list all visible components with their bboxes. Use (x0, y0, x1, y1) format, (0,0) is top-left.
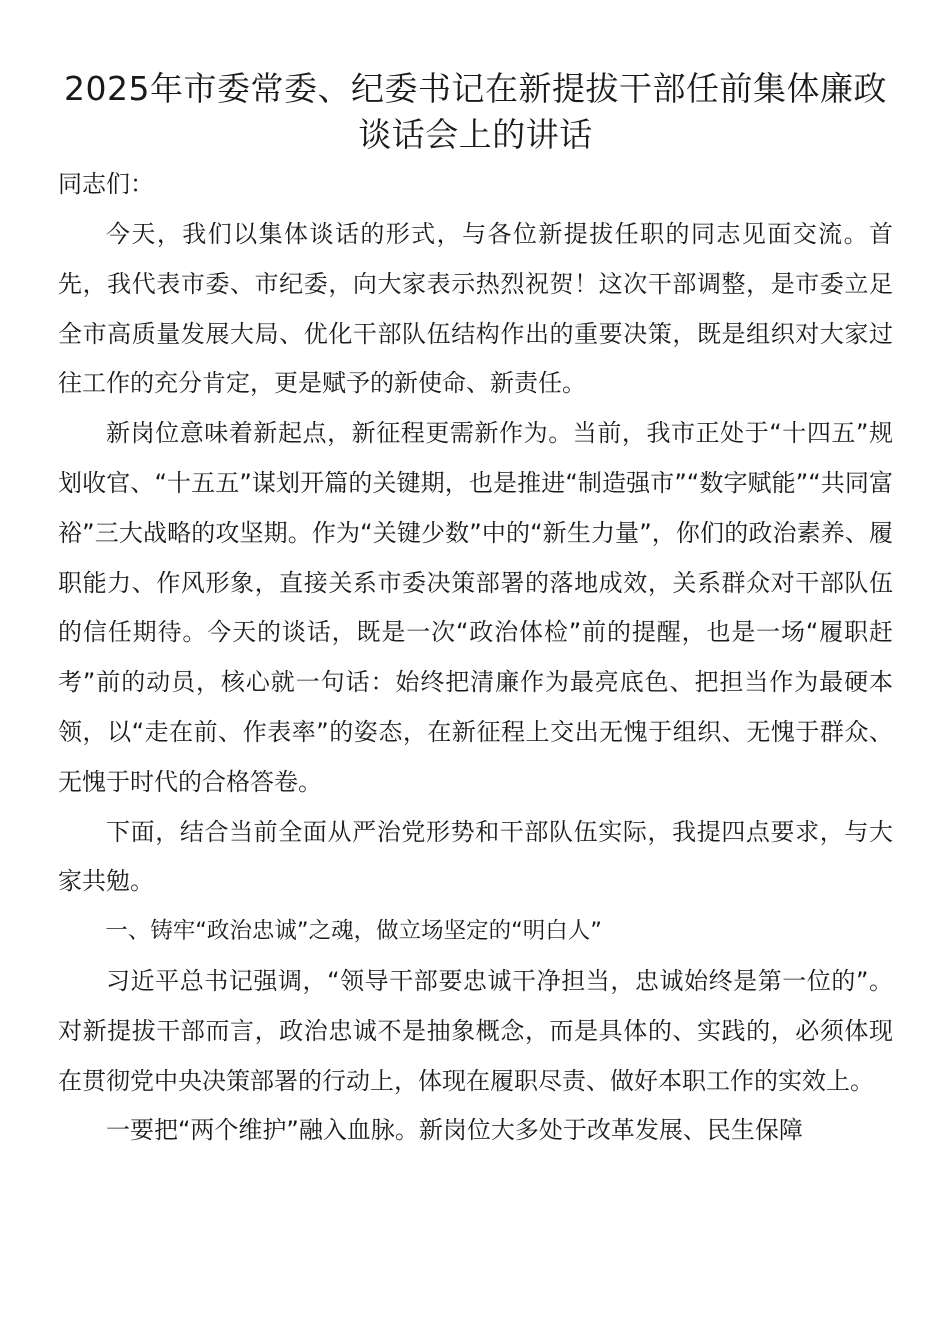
document-page (58, 66, 893, 1156)
paragraph-intro-1: 今天，我们以集体谈话的形式，与各位新提拔任职的同志见面交流。首先，我代表市委、市纪委，向大家表示热烈祝贺！这次干部调整，是市委立足全市高质量发展大局、优化干部队伍结构作出的重要决策，既是组织对大家过往工作的充分肯定，更是赋予的新使命、新责任。 (58, 220, 893, 398)
section1-paragraph-2: 一要把“两个维护”融入血脉。新岗位大多处于改革发展、民生保障 (106, 1116, 803, 1145)
section-heading-1: 一、铸牢“政治忠诚”之魂，做立场坚定的“明白人” (105, 918, 602, 945)
paragraph-intro-2: 新岗位意味着新起点，新征程更需新作为。当前，我市正处于“十四五”规划收官、“十五五”谋划开篇的关键期，也是推进“制造强市”“数字赋能”“共同富裕”三大战略的攻坚期。作为“关键少数”中的“新生力量”，你们的政治素养、履职能力、作风形象，直接关系市委决策部署的落地成效，关系群众对干部队伍的信任期待。今天的谈话，既是一次“政治体检”前的提醒，也是一场“履职赶考”前的动员，核心就一句话：始终把清廉作为最亮底色、把担当作为最硬本领，以“走在前、作表率”的姿态，在新征程上交出无愧于组织、无愧于群众、无愧于时代的合格答卷。 (58, 419, 893, 796)
document-title: 2025年市委常委、纪委书记在新提拔干部任前集体廉政谈话会上的讲话 (64, 69, 887, 154)
section1-paragraph-1: 习近平总书记强调，“领导干部要忠诚干净担当，忠诚始终是第一位的”。对新提拔干部而言，政治忠诚不是抽象概念，而是具体的、实践的，必须体现在贯彻党中央决策部署的行动上，体现在履职尽责、做好本职工作的实效上。 (58, 966, 893, 1095)
paragraph-intro-3: 下面，结合当前全面从严治党形势和干部队伍实际，我提四点要求，与大家共勉。 (58, 817, 893, 896)
greeting: 同志们： (58, 170, 154, 198)
